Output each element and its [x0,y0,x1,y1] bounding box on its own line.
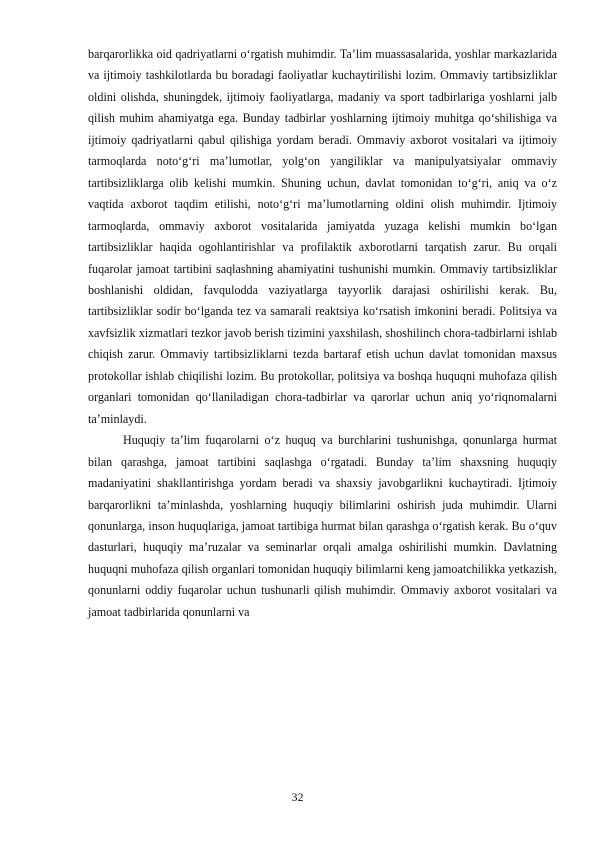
document-page [88,44,557,623]
body-paragraph-legal-education: Huquqiy taʼlim fuqarolarni oʻz huquq va burchlarini tushunishga, qonunlarga hurmat bilan qarashga, jamoat tartibini saqlashga oʻrgatadi. Bunday taʼlim shaxsning huquqiy madaniyatini shakllantirishga yordam beradi va shaxsiy javobgarlikni kuchaytiradi. Ijtimoiy barqarorlikni taʼminlashda, yoshlarning huquqiy bilimlarini oshirish juda muhimdir. Ularni qonunlarga, inson huquqlariga, jamoat tartibiga hurmat bilan qarashga oʻrgatish kerak. Bu oʻquv dasturlari, huquqiy maʼruzalar va seminarlar orqali amalga oshirilishi mumkin. Davlatning huquqni muhofaza qilish organlari tomonidan huquqiy bilimlarni keng jamoatchilikka yetkazish, qonunlarni oddiy fuqarolar uchun tushunarli qilish muhimdir. Ommaviy axborot vositalari va jamoat tadbirlarida qonunlarni va [88,433,557,619]
page-number: 32 [291,790,304,804]
body-paragraph-continued: barqarorlikka oid qadriyatlarni oʻrgatish muhimdir. Taʼlim muassasalarida, yoshlar markazlarida va ijtimoiy tashkilotlarda bu boradagi faoliyatlar kuchaytirilishi lozim. Ommaviy tartibsizliklar oldini olishda, shuningdek, ijtimoiy faoliyatlarga, madaniy va sport tadbirlariga yoshlarni jalb qilish muhim ahamiyatga ega. Bunday tadbirlar yoshlarning ijtimoiy muhitga qoʻshilishiga va ijtimoiy qadriyatlarni qabul qilishiga yordam beradi. Ommaviy axborot vositalari va ijtimoiy tarmoqlarda notoʻgʻri maʼlumotlar, yolgʻon yangiliklar va manipulyatsiyalar ommaviy tartibsizliklarga olib kelishi mumkin. Shuning uchun, davlat tomonidan toʻgʻri, aniq va oʻz vaqtida axborot taqdim etilishi, notoʻgʻri maʼlumotlarning oldini olish muhimdir. Ijtimoiy tarmoqlarda, ommaviy axborot vositalarida jamiyatda yuzaga kelishi mumkin boʻlgan tartibsizliklar haqida ogohlantirishlar va profilaktik axborotlarni tarqatish zarur. Bu orqali fuqarolar jamoat tartibini saqlashning ahamiyatini tushunishi mumkin. Ommaviy tartibsizliklar boshlanishi oldidan, favqulodda vaziyatlarga tayyorlik darajasi oshirilishi kerak. Bu, tartibsizliklar sodir boʻlganda tez va samarali reaktsiya koʻrsatish imkonini beradi. Politsiya va xavfsizlik xizmatlari tezkor javob berish tizimini yaxshilash, shoshilinch chora-tadbirlarni ishlab chiqish zarur. Ommaviy tartibsizliklarni tezda bartaraf etish uchun davlat tomonidan maxsus protokollar ishlab chiqilishi lozim. Bu protokollar, politsiya va boshqa huquqni muhofaza qilish organlari tomonidan qoʻllaniladigan chora-tadbirlar va qarorlar uchun aniq yoʻriqnomalarni taʼminlaydi. [88,47,557,426]
